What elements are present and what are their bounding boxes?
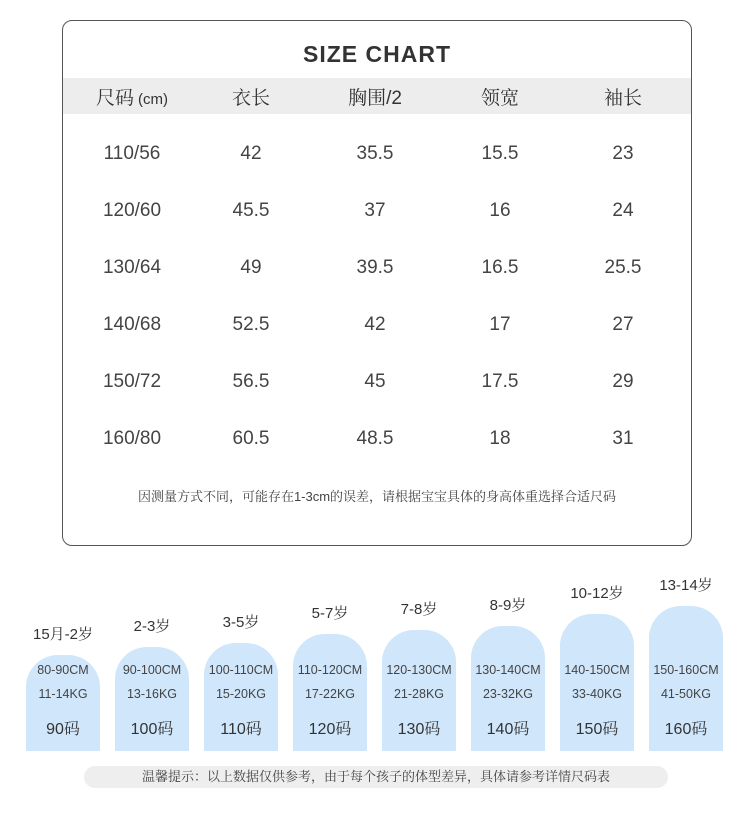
sleeve-cell: 23 (612, 142, 634, 164)
size-cell: 150/72 (102, 370, 162, 392)
size-column (26, 623, 100, 751)
length-cell: 52.5 (232, 313, 270, 335)
chest-cell: 45 (364, 370, 386, 392)
height-range: 90-100CM (122, 663, 182, 677)
length-cell: 49 (240, 256, 262, 278)
age-label: 13-14岁 (659, 577, 713, 594)
size-bar (560, 614, 634, 751)
collar-cell: 18 (489, 427, 511, 449)
size-bar (204, 643, 278, 751)
sleeve-cell: 24 (612, 199, 634, 221)
height-range: 130-140CM (475, 663, 541, 677)
size-code: 100码 (130, 721, 174, 738)
size-column (293, 602, 367, 751)
height-range: 140-150CM (564, 663, 630, 677)
height-range: 80-90CM (37, 663, 89, 677)
size-code: 120码 (308, 721, 352, 738)
length-cell: 60.5 (232, 427, 270, 449)
chest-cell: 42 (364, 313, 386, 335)
age-label: 2-3岁 (133, 618, 171, 635)
header-sleeve: 袖长 (603, 87, 642, 109)
weight-range: 11-14KG (38, 687, 88, 701)
size-code: 110码 (220, 721, 262, 738)
size-column (649, 574, 723, 751)
sleeve-cell: 29 (612, 370, 634, 392)
size-bar (293, 634, 367, 751)
size-code: 90码 (46, 721, 80, 738)
size-cell: 140/68 (102, 313, 162, 335)
size-code: 130码 (397, 721, 441, 738)
size-bar (649, 606, 723, 751)
height-range: 100-110CM (208, 663, 274, 677)
age-label: 3-5岁 (222, 614, 260, 631)
chest-cell: 48.5 (356, 427, 394, 449)
size-cell: 110/56 (103, 142, 161, 164)
tip-banner: 温馨提示：以上数据仅供参考，由于每个孩子的体型差异，具体请参考详情尺码表 (84, 766, 668, 788)
header-length: 衣长 (231, 87, 270, 109)
height-range: 120-130CM (386, 663, 452, 677)
size-bar (115, 647, 189, 751)
collar-cell: 16 (489, 199, 511, 221)
weight-range: 21-28KG (393, 687, 445, 701)
weight-range: 17-22KG (304, 687, 356, 701)
weight-range: 15-20KG (215, 687, 267, 701)
age-label: 7-8岁 (400, 601, 438, 618)
size-cell: 130/64 (102, 256, 162, 278)
header-collar: 领宽 (480, 87, 519, 109)
size-bar (471, 626, 545, 751)
height-range: 150-160CM (653, 663, 719, 677)
size-code: 160码 (664, 721, 708, 738)
size-column (471, 594, 545, 751)
measurement-note: 因测量方式不同，可能存在1-3cm的误差，请根据宝宝具体的身高体重选择合适尺码 (137, 489, 617, 504)
size-code: 140码 (486, 721, 530, 738)
size-column (560, 582, 634, 751)
collar-cell: 17 (489, 313, 511, 335)
chest-cell: 35.5 (356, 142, 394, 164)
size-bar (26, 655, 100, 751)
chest-cell: 39.5 (356, 256, 394, 278)
age-label: 10-12岁 (570, 585, 624, 602)
age-label: 15月-2岁 (32, 626, 94, 643)
size-chart-title: SIZE CHART (303, 41, 451, 67)
chest-cell: 37 (364, 199, 386, 221)
sleeve-cell: 31 (612, 427, 634, 449)
length-cell: 42 (240, 142, 262, 164)
weight-range: 23-32KG (482, 687, 534, 701)
size-column (204, 611, 278, 751)
size-code: 150码 (575, 721, 619, 738)
height-range: 110-120CM (297, 663, 363, 677)
header-size: 尺码 (cm) (95, 87, 168, 109)
age-label: 5-7岁 (311, 605, 349, 622)
weight-range: 41-50KG (660, 687, 712, 701)
sleeve-cell: 25.5 (604, 256, 642, 278)
header-chest: 胸围/2 (348, 87, 402, 109)
weight-range: 13-16KG (126, 687, 178, 701)
size-cell: 160/80 (102, 427, 162, 449)
size-column (115, 615, 189, 751)
size-cell: 120/60 (102, 199, 162, 221)
collar-cell: 15.5 (481, 142, 519, 164)
length-cell: 45.5 (232, 199, 270, 221)
collar-cell: 17.5 (481, 370, 519, 392)
size-bar (382, 630, 456, 751)
age-label: 8-9岁 (489, 597, 527, 614)
size-column (382, 598, 456, 751)
length-cell: 56.5 (232, 370, 270, 392)
weight-range: 33-40KG (571, 687, 623, 701)
collar-cell: 16.5 (481, 256, 519, 278)
sleeve-cell: 27 (612, 313, 634, 335)
